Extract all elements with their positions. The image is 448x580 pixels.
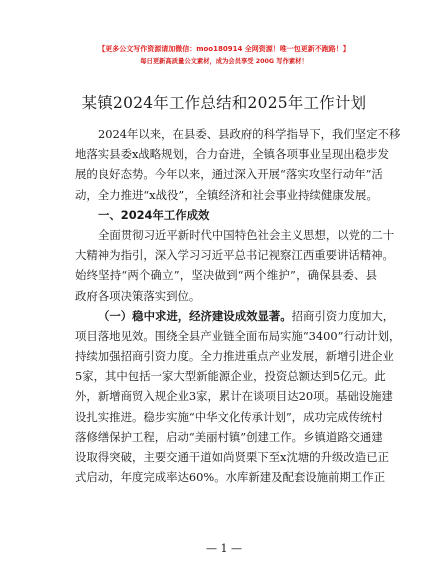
section-heading: 一、2024年工作成效 — [98, 207, 210, 222]
paragraph-line: 设取得突破，主要交通干道如尚贤栗下至x沈塘的升级改造已正 — [75, 450, 389, 464]
document-title: 某镇2024年工作总结和2025年工作计划 — [81, 94, 367, 112]
paragraph-line: 始终坚持“两个确立”，坚决做到“两个维护”，确保县委、县 — [75, 268, 377, 283]
document-body — [75, 124, 401, 487]
paragraph-line: 外，新增商贸入规企业3家，累计在谈项目达20项。基础设施建 — [75, 389, 393, 404]
paragraph-line: 落修缮保护工程，启动“美丽村镇”创建工作。乡镇道路交通建 — [75, 429, 383, 444]
promo-banner-line-1: 【更多公文写作资源请加微信：moo180914 全网资源！唯一包更新不跑路！】 — [98, 45, 350, 53]
paragraph-line: 2024年以来，在县委、县政府的科学指导下，我们坚定不移 — [98, 127, 401, 141]
paragraph-line: 持续加强招商引资力度。全力推进重点产业发展，新增引进企业 — [75, 349, 394, 364]
paragraph-line: 大精神为指引，深入学习习近平总书记视察江西重要讲话精神。 — [75, 248, 394, 263]
paragraph-line: 动，全力推进“x战役”，全镇经济和社会事业持续健康发展。 — [75, 187, 378, 202]
paragraph-line: 5家，其中包括一家大型新能源企业，投资总额达到5亿元。此 — [75, 369, 386, 384]
subsection-heading: （一）稳中求进，经济建设成效显著。 — [98, 308, 292, 323]
paragraph-line: 展的良好态势。今年以来，通过深入开展“落实攻坚行动年”活 — [75, 167, 383, 182]
promo-banner-line-2: 每日更新高质量公文素材，成为会员享受 200G 写作素材！ — [140, 58, 308, 65]
paragraph-line: 项目落地见效。围绕全县产业链全面布局实施“3400”行动计划， — [75, 328, 401, 343]
paragraph-text: 招商引资力度加大， — [291, 308, 395, 323]
paragraph-line: 全面贯彻习近平新时代中国特色社会主义思想，以党的二十 — [98, 227, 395, 242]
paragraph-line: 式启动，年度完成率达60%。水库新建及配套设施前期工作正 — [75, 470, 386, 485]
page-number: — 1 — — [206, 542, 242, 555]
paragraph-line: 设扎实推进。稳步实施“中华文化传承计划”，成功完成传统村 — [75, 409, 383, 424]
paragraph-line: 地落实县委x战略规划，合力奋进，全镇各项事业呈现出稳步发 — [75, 147, 389, 162]
paragraph-line: 政府各项决策落实到位。 — [75, 288, 201, 303]
paragraph-line-with-subheading — [75, 306, 395, 326]
